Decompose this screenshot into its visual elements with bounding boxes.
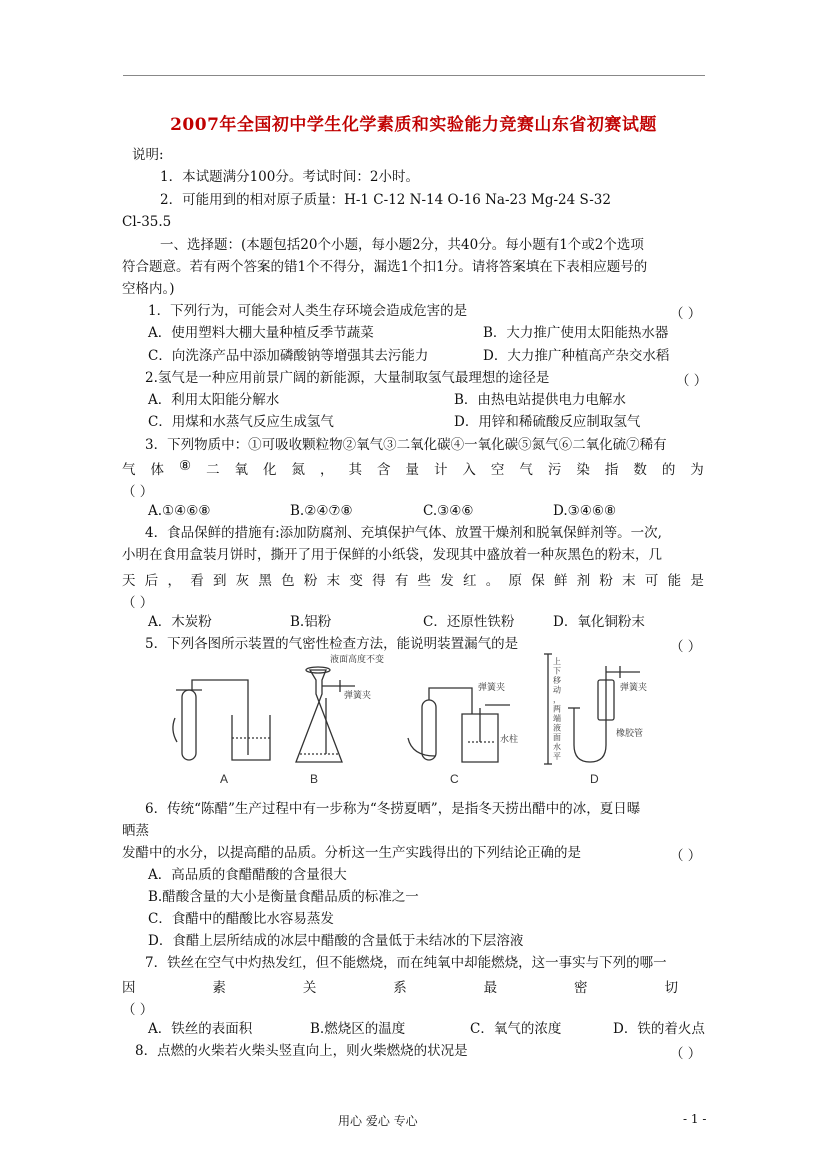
q4-option-a: A．木炭粉 (148, 614, 212, 630)
q1-option-a: A．使用塑料大棚大量种植反季节蔬菜 (148, 325, 374, 341)
section1-line1: 一、选择题：(本题包括20个小题，每小题2分，共40分。每小题有1个或2个选项 (160, 237, 644, 253)
figure-d-side-note-char: 端 (553, 714, 561, 723)
q1-option-b: B．大力推广使用太阳能热水器 (483, 325, 669, 341)
q3-stem-2-char: 污 (547, 462, 562, 478)
q2-option-b: B．由热电站提供电力电解水 (454, 392, 626, 408)
q2-option-c: C．用煤和水蒸气反应生成氢气 (148, 414, 334, 430)
q6-stem-1: 6．传统“陈醋”生产过程中有一步称为“冬捞夏晒”，是指冬天捞出醋中的冰，夏日曝 (145, 801, 641, 817)
figure-d-note-rubber-tube: 橡胶管 (616, 729, 644, 739)
q1-option-d: D．大力推广种植高产杂交水稻 (483, 348, 670, 364)
figure-d-side-note-char: 液 (553, 723, 561, 733)
q4-option-d: D．氧化铜粉末 (553, 614, 645, 630)
q4-stem-3-char: ， (167, 573, 181, 589)
q7-option-a: A．铁丝的表面积 (148, 1021, 253, 1037)
q5-stem: 5．下列各图所示装置的气密性检查方法，能说明装置漏气的是 (145, 636, 519, 652)
q7-stem-2-char: 密 (574, 980, 588, 996)
q1-answer-bracket: （ ） (670, 306, 702, 322)
figure-d-side-note-char: 动 (553, 685, 561, 695)
figure-b-note-level: 液面高度不变 (330, 655, 385, 665)
figure-c-note-water-column: 水柱 (500, 735, 519, 745)
q3-stem-2-char: 入 (462, 462, 476, 478)
q3-stem-2-char: 计 (433, 462, 448, 478)
figure-label-a: A (220, 772, 229, 786)
q1-stem: 1．下列行为，可能会对人类生存环境会造成危害的是 (148, 303, 468, 319)
q6-option-d: D．食醋上层所结成的冰层中醋酸的含量低于未结冰的下层溶液 (148, 933, 524, 949)
figure-d-side-note (553, 656, 561, 761)
q8-answer-bracket: （ ） (670, 1046, 702, 1062)
q7-stem-1: 7．铁丝在空气中灼热发红，但不能燃烧，而在纯氧中却能燃烧，这一事实与下列的哪一 (145, 955, 667, 971)
q4-stem-3-char: 粉 (303, 573, 318, 589)
intro-label: 说明: (132, 147, 164, 163)
figure-c-apparatus (408, 688, 510, 762)
q7-stem-2-char: 切 (664, 980, 678, 996)
q4-stem-1: 4．食品保鲜的措施有:添加防腐剂、充填保护气体、放置干燥剂和脱氧保鲜剂等。一次, (145, 525, 662, 541)
figure-d-side-note-char: 平 (553, 752, 561, 761)
q4-stem-3-char: 黑 (258, 573, 272, 589)
q4-stem-3-char: 原 (508, 573, 522, 589)
q4-stem-3-char: 色 (281, 573, 295, 589)
q3-answer-bracket: （ ） (122, 484, 154, 500)
q7-answer-bracket: （ ） (122, 1002, 154, 1018)
q3-stem-2-char: 化 (263, 462, 277, 478)
q4-option-c: C．还原性铁粉 (423, 614, 515, 630)
q3-option-d: D.③④⑥⑧ (553, 503, 617, 519)
figure-label-d: D (590, 772, 599, 786)
q2-option-d: D．用锌和稀硫酸反应制取氢气 (454, 414, 641, 430)
q2-answer-bracket: （ ） (676, 373, 708, 389)
intro-item-2: 2．可能用到的相对原子质量：H-1 C-12 N-14 O-16 Na-23 Mg-24 S-32 (160, 192, 611, 208)
intro-item-1: 1．本试题满分100分。考试时间：2小时。 (160, 169, 419, 185)
q7-stem-2-char: 素 (212, 980, 226, 996)
q3-option-c: C.③④⑥ (423, 503, 474, 519)
q4-stem-3-char: 末 (326, 573, 341, 589)
q4-stem-3-char: 剂 (576, 573, 591, 589)
q4-stem-3-char: 是 (690, 573, 704, 589)
q4-stem-3-char: 红 (463, 573, 477, 589)
q2-option-a: A．利用太阳能分解水 (148, 392, 280, 408)
q3-stem-2 (122, 458, 704, 478)
q7-stem-2-char: 系 (393, 980, 407, 996)
q6-answer-bracket: （ ） (670, 848, 702, 864)
q3-stem-2-char: ⑧ (178, 458, 192, 474)
figure-a-apparatus (173, 680, 270, 760)
figure-d-side-note-char: 水 (553, 742, 561, 752)
figure-d-side-note-char: 面 (553, 733, 561, 742)
q3-stem-2-char: 的 (661, 462, 676, 478)
q4-stem-3-char: 些 (417, 573, 432, 589)
q2-stem: 2.氢气是一种应用前景广阔的新能源，大量制取氢气最理想的途径是 (145, 370, 550, 386)
q4-stem-3-char: 粉 (599, 573, 613, 589)
section1-line3: 空格内。) (122, 281, 175, 297)
q4-stem-3-char: 保 (531, 573, 545, 589)
q3-stem-2-char: ， (320, 462, 334, 478)
q7-stem-2-char: 因 (122, 980, 136, 996)
page-title: 2007年全国初中学生化学素质和实验能力竞赛山东省初赛试题 (170, 115, 657, 135)
q3-stem-1: 3．下列物质中：①可吸收颗粒物②氧气③二氧化碳④一氧化碳⑤氮气⑥二氧化硫⑦稀有 (145, 437, 667, 453)
q7-option-d: D．铁的着火点 (613, 1021, 705, 1037)
q7-option-c: C．氧气的浓度 (470, 1021, 562, 1037)
q4-stem-3-char: 发 (440, 573, 454, 589)
figure-b-note-clamp: 弹簧夹 (344, 691, 372, 701)
q3-stem-2-char: 二 (206, 462, 220, 478)
q4-answer-bracket: （ ） (122, 595, 154, 611)
figure-d-side-note-char: ， (553, 695, 561, 704)
q6-option-b: B.醋酸含量的大小是衡量食醋品质的标准之一 (148, 889, 419, 905)
q3-option-b: B.②④⑦⑧ (290, 503, 353, 519)
q4-stem-3-char: 变 (349, 573, 363, 589)
q3-stem-2-char: 含 (376, 462, 391, 478)
q6-option-c: C．食醋中的醋酸比水容易蒸发 (148, 911, 334, 927)
q4-stem-3-char: 有 (394, 573, 409, 589)
header-rule (123, 75, 705, 76)
q4-stem-3-char: 后 (144, 573, 159, 589)
q4-stem-3-char: 。 (485, 573, 500, 589)
figure-d-side-note-char: 移 (553, 676, 561, 685)
q6-option-a: A．高品质的食醋醋酸的含量很大 (148, 867, 347, 883)
q4-stem-3-char: 能 (667, 573, 682, 589)
q3-stem-2-char: 量 (405, 462, 419, 478)
section1-line2: 符合题意。若有两个答案的错1个不得分，漏选1个扣1分。请将答案填在下表相应题号的 (122, 259, 648, 275)
q4-stem-2: 小明在食用盒装月饼时，撕开了用于保鲜的小纸袋，发现其中盛放着一种灰黑色的粉末，几 (122, 547, 662, 563)
figure-c-note-clamp: 弹簧夹 (478, 683, 506, 693)
figure-b-apparatus (296, 667, 355, 762)
q3-stem-2-char: 染 (576, 462, 590, 478)
q7-stem-2-char: 关 (302, 980, 317, 996)
q7-stem-2-char: 最 (483, 980, 498, 996)
q4-stem-3-char: 末 (622, 573, 636, 589)
q3-stem-2-char: 其 (348, 462, 362, 478)
q4-stem-3-char: 天 (122, 573, 136, 589)
q1-option-c: C．向洗涤产品中添加磷酸钠等增强其去污能力 (148, 348, 429, 364)
q3-stem-2-char: 气 (122, 462, 136, 478)
q3-stem-2-char: 指 (604, 462, 619, 478)
q3-option-a: A.①④⑥⑧ (148, 503, 211, 519)
q3-stem-2-char: 氧 (234, 462, 249, 478)
q4-stem-3-char: 得 (372, 573, 386, 589)
q3-stem-2-char: 氮 (291, 462, 306, 478)
q3-stem-2-char: 体 (150, 462, 164, 478)
q4-option-b: B.铝粉 (290, 614, 332, 630)
figure-d-note-clamp: 弹簧夹 (620, 683, 648, 693)
q6-stem-3: 发醋中的水分，以提高醋的品质。分析这一生产实践得出的下列结论正确的是 (122, 845, 581, 861)
q4-stem-3-char: 鲜 (553, 573, 568, 589)
q8-stem: 8．点燃的火柴若火柴头竖直向上，则火柴燃烧的状况是 (135, 1043, 468, 1059)
q4-stem-3-char: 到 (212, 573, 227, 589)
q3-stem-2-char: 为 (690, 462, 704, 478)
q3-stem-2-char: 空 (490, 462, 505, 478)
q3-stem-2-char: 数 (633, 462, 647, 478)
q4-stem-3 (122, 569, 704, 589)
q7-stem-2 (122, 976, 678, 996)
q6-stem-2: 晒蒸 (122, 823, 149, 839)
q3-stem-2-char: 气 (519, 462, 533, 478)
figure-d-side-note-char: 上 (553, 657, 561, 666)
page-number: - 1 - (683, 1112, 707, 1126)
figure-label-b: B (310, 772, 319, 786)
figure-label-c: C (450, 772, 459, 786)
figure-d-side-note-char: 两 (553, 704, 561, 714)
intro-item-2b: Cl-35.5 (122, 214, 172, 230)
q4-stem-3-char: 看 (190, 573, 204, 589)
apparatus-figures (150, 650, 670, 790)
q7-option-b: B.燃烧区的温度 (310, 1021, 406, 1037)
figure-d-side-note-char: 下 (553, 666, 561, 676)
footer-motto: 用心 爱心 专心 (338, 1114, 418, 1128)
q4-stem-3-char: 可 (644, 573, 659, 589)
q4-stem-3-char: 灰 (235, 573, 250, 589)
q5-answer-bracket: （ ） (670, 639, 702, 655)
